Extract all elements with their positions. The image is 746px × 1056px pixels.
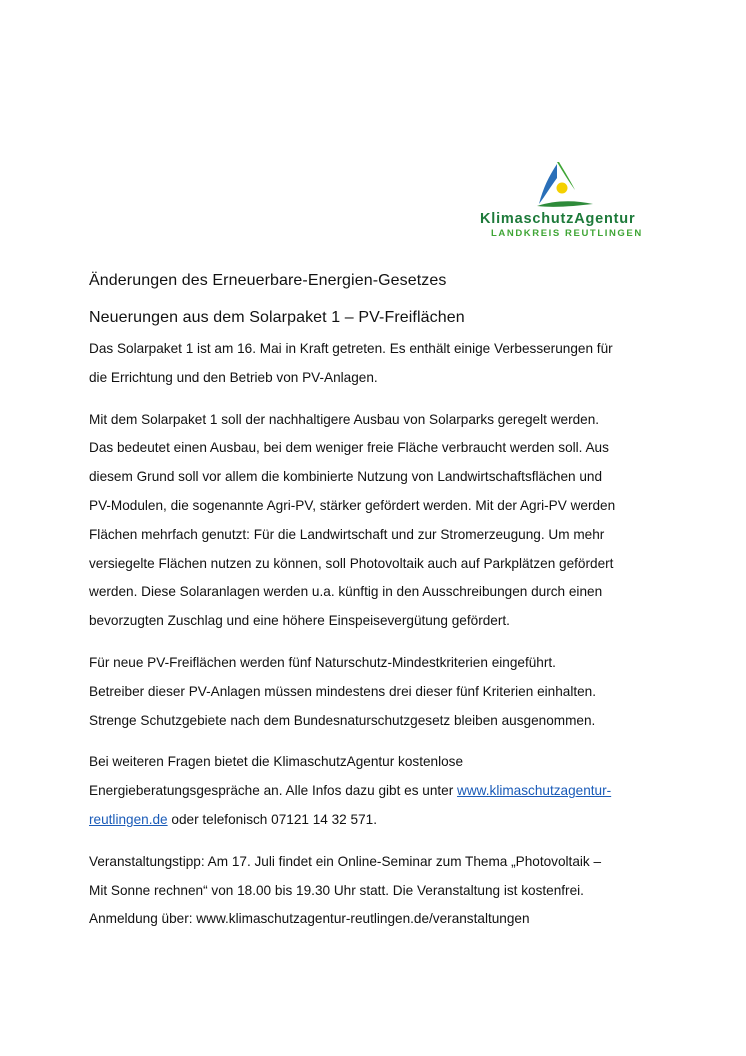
website-link[interactable]: www.klimaschutzagentur- xyxy=(457,783,612,799)
triangle-sun-logo-icon xyxy=(535,160,595,210)
text-line: die Errichtung und den Betrieb von PV-Anlagen. xyxy=(89,369,378,385)
text-line: diesem Grund soll vor allem die kombinierte Nutzung von Landwirtschaftsflächen und xyxy=(89,469,603,485)
text-line xyxy=(89,806,669,835)
sub-heading: Neuerungen aus dem Solarpaket 1 – PV-Freiflächen xyxy=(89,309,465,326)
paragraph-contact xyxy=(89,748,669,834)
website-link-continued[interactable]: reutlingen.de xyxy=(89,811,168,827)
text-line: Für neue PV-Freiflächen werden fünf Naturschutz-Mindestkriterien eingeführt. xyxy=(89,654,556,670)
text-line: Mit dem Solarpaket 1 soll der nachhaltigere Ausbau von Solarparks geregelt werden. xyxy=(89,411,600,427)
paragraph-intro xyxy=(89,335,669,393)
text-line: Veranstaltungstipp: Am 17. Juli findet ein Online-Seminar zum Thema „Photovoltaik – xyxy=(89,853,602,869)
paragraph-solarparks xyxy=(89,406,669,636)
text-line: Flächen mehrfach genutzt: Für die Landwirtschaft und zur Stromerzeugung. Um mehr xyxy=(89,526,605,542)
text-line: Strenge Schutzgebiete nach dem Bundesnaturschutzgesetz bleiben ausgenommen. xyxy=(89,712,596,728)
text-line: versiegelte Flächen nutzen zu können, soll Photovoltaik auch auf Parkplätzen gefördert xyxy=(89,555,614,571)
text-line: Betreiber dieser PV-Anlagen müssen mindestens drei dieser fünf Kriterien einhalten. xyxy=(89,683,597,699)
paragraph-event xyxy=(89,848,669,934)
text-line: Mit Sonne rechnen“ von 18.00 bis 19.30 Uhr statt. Die Veranstaltung ist kostenfrei. xyxy=(89,882,584,898)
document-body xyxy=(89,272,669,934)
text-line: werden. Diese Solaranlagen werden u.a. künftig in den Ausschreibungen durch einen xyxy=(89,584,603,600)
text-line xyxy=(89,777,669,806)
text-line: Das bedeutet einen Ausbau, bei dem weniger freie Fläche verbraucht werden soll. Aus xyxy=(89,440,609,456)
text-line: Das Solarpaket 1 ist am 16. Mai in Kraft getreten. Es enthält einige Verbesserungen für xyxy=(89,341,613,356)
logo-title: KlimaschutzAgentur xyxy=(480,211,636,227)
klimaschutzagentur-logo xyxy=(478,160,678,240)
main-heading: Änderungen des Erneuerbare-Energien-Gesetzes xyxy=(89,272,447,289)
paragraph-naturschutz xyxy=(89,649,669,735)
logo-subtitle: LANDKREIS REUTLINGEN xyxy=(491,228,643,239)
contact-text: Energieberatungsgespräche an. Alle Infos dazu gibt es unter xyxy=(89,783,458,799)
text-line: Bei weiteren Fragen bietet die KlimaschutzAgentur kostenlose xyxy=(89,754,464,770)
phone-text: oder telefonisch 07121 14 32 571. xyxy=(167,811,377,827)
text-line: bevorzugten Zuschlag und eine höhere Einspeisevergütung gefördert. xyxy=(89,613,510,629)
text-line: Anmeldung über: www.klimaschutzagentur-reutlingen.de/veranstaltungen xyxy=(89,911,530,927)
text-line: PV-Modulen, die sogenannte Agri-PV, stärker gefördert werden. Mit der Agri-PV werden xyxy=(89,497,616,513)
